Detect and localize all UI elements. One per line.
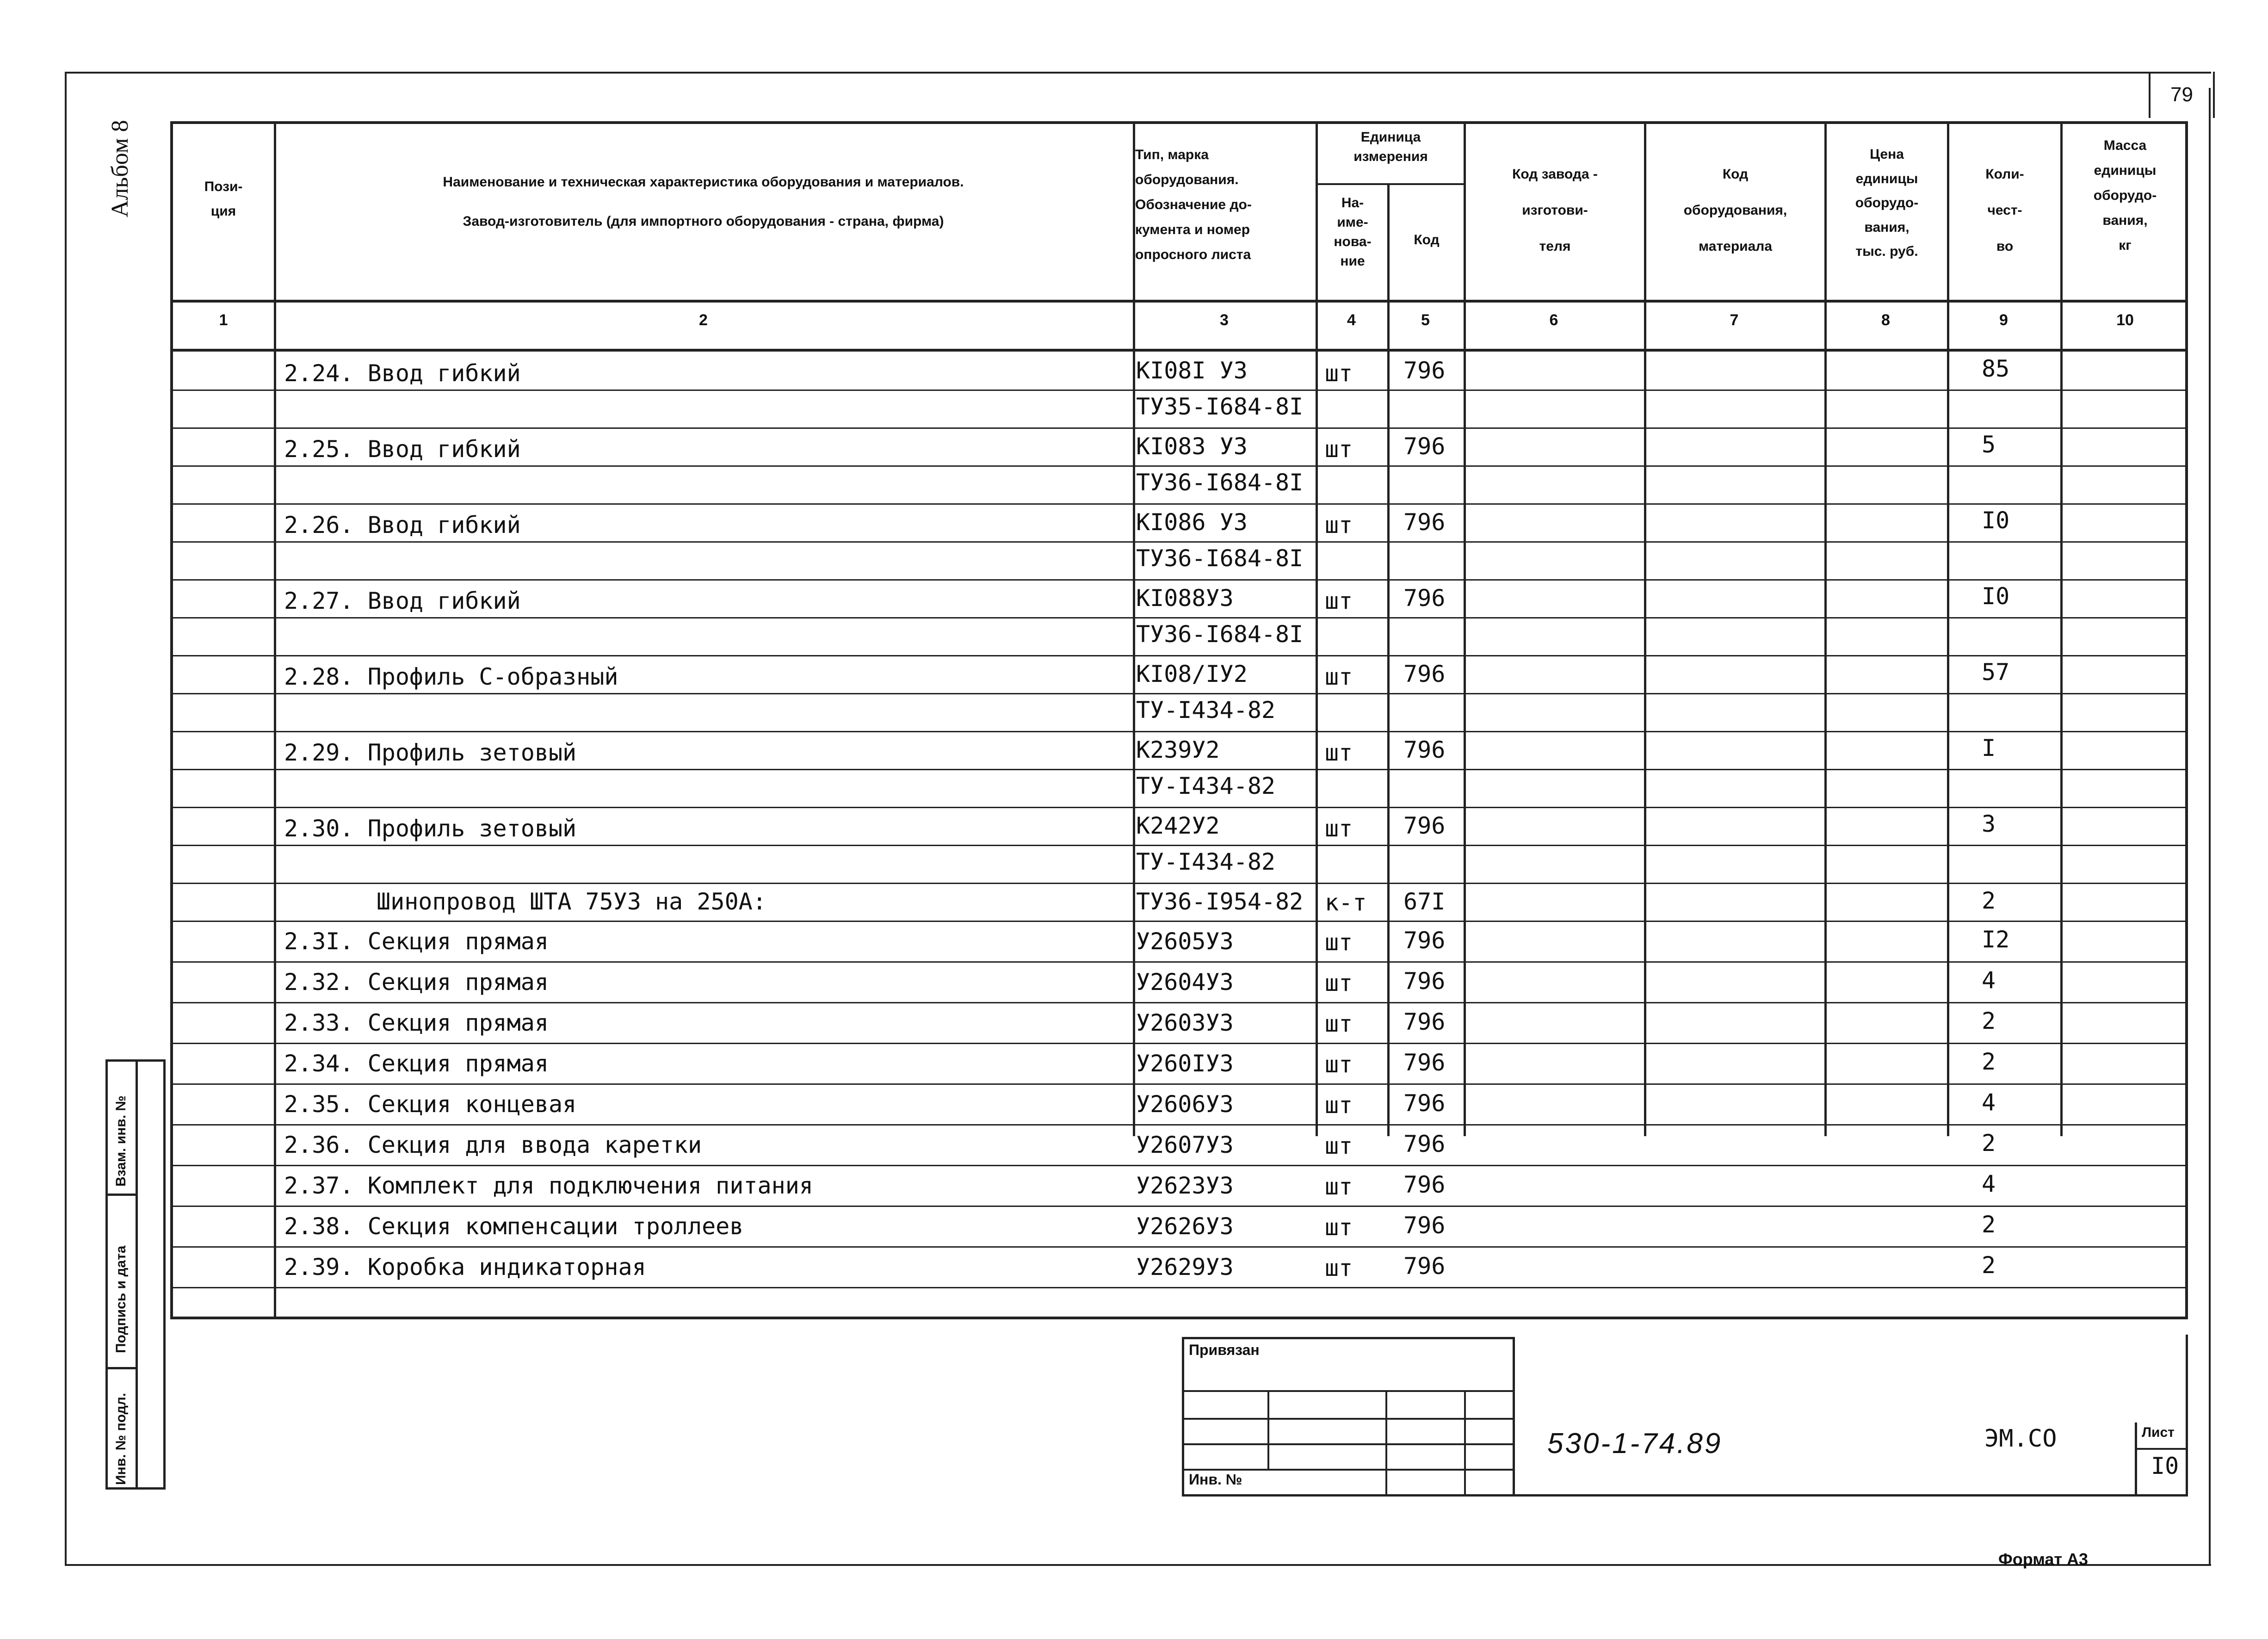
item-unit-code: 796 xyxy=(1403,509,1446,536)
item-name: 2.37. Комплект для подключения питания xyxy=(284,1172,813,1199)
item-quantity: 2 xyxy=(1982,1008,1996,1034)
item-type: КI086 УЗ xyxy=(1136,509,1248,536)
item-type: У2604УЗ xyxy=(1136,969,1234,996)
item-document: ТУ-I434-82 xyxy=(1136,697,1276,724)
item-unit-code: 796 xyxy=(1403,968,1446,995)
item-name: 2.25. Ввод гибкий xyxy=(284,436,521,463)
item-unit: шт xyxy=(1325,1051,1353,1078)
item-document: ТУ36-I684-8I xyxy=(1136,545,1304,572)
item-unit-code: 796 xyxy=(1403,357,1446,384)
item-quantity: 4 xyxy=(1982,1089,1996,1116)
item-unit-code: 796 xyxy=(1403,927,1446,954)
row-rule xyxy=(173,1165,2185,1166)
header-type: Тип, марка оборудования. Обозначение до- кумента и номер опросного листа xyxy=(1135,147,1252,262)
spec-table xyxy=(170,121,2188,1319)
item-unit-code: 796 xyxy=(1403,1131,1446,1157)
col-number-3: 3 xyxy=(1220,311,1229,329)
header-unit: Единица измерения xyxy=(1353,130,1428,164)
item-unit: шт xyxy=(1325,1010,1353,1037)
busbar-unit-code: 67I xyxy=(1403,888,1446,915)
row-rule xyxy=(173,1246,2185,1248)
row-rule xyxy=(173,883,2185,884)
item-name: 2.33. Секция прямая xyxy=(284,1009,549,1036)
item-unit-code: 796 xyxy=(1403,1253,1446,1280)
busbar-name: Шинопровод ШТА 75УЗ на 250А: xyxy=(377,888,766,915)
row-rule xyxy=(173,390,2185,391)
row-rule xyxy=(173,541,2185,543)
item-name: 2.30. Профиль зетовый xyxy=(284,815,577,842)
row-rule xyxy=(173,1002,2185,1003)
item-type: КI083 УЗ xyxy=(1136,433,1248,460)
item-quantity: 2 xyxy=(1982,1252,1996,1279)
row-rule xyxy=(173,1206,2185,1207)
inv-no-label: Инв. № xyxy=(1189,1471,1242,1488)
header-quantity: Коли- чест- во xyxy=(1985,167,2024,254)
row-rule xyxy=(173,1043,2185,1044)
item-type: У2629УЗ xyxy=(1136,1254,1234,1280)
item-quantity: I2 xyxy=(1982,926,2010,953)
row-rule xyxy=(173,427,2185,429)
sheet-number: 79 xyxy=(2149,72,2215,118)
row-rule xyxy=(173,769,2185,770)
header-mass: Масса единицы оборудо- вания, кг xyxy=(2093,138,2157,253)
item-quantity: 57 xyxy=(1982,659,2010,686)
row-rule xyxy=(173,693,2185,694)
item-document: ТУ-I434-82 xyxy=(1136,848,1276,875)
frame-right-line xyxy=(2209,88,2211,1566)
item-type: У2605УЗ xyxy=(1136,928,1234,955)
item-unit: шт xyxy=(1325,970,1353,996)
side-label-sign-date: Подпись и дата xyxy=(113,1245,129,1353)
header-position: Пози- ция xyxy=(204,179,243,219)
item-document: ТУ-I434-82 xyxy=(1136,773,1276,799)
header-unit-name: На- име- нова- ние xyxy=(1334,195,1372,269)
item-unit: шт xyxy=(1325,588,1353,614)
item-name: 2.26. Ввод гибкий xyxy=(284,512,521,538)
item-unit: шт xyxy=(1325,929,1353,956)
item-type: У260IУЗ xyxy=(1136,1050,1234,1077)
item-unit-code: 796 xyxy=(1403,1008,1446,1035)
side-label-inv-orig: Инв. № подл. xyxy=(113,1392,129,1485)
header-plant-code: Код завода - изготови- теля xyxy=(1512,167,1598,254)
item-type: КI08I УЗ xyxy=(1136,357,1248,384)
item-unit-code: 796 xyxy=(1403,1090,1446,1117)
item-name: 2.34. Секция прямая xyxy=(284,1050,549,1077)
item-type: У2626УЗ xyxy=(1136,1213,1234,1240)
item-unit: шт xyxy=(1325,739,1353,766)
item-type: К239У2 xyxy=(1136,736,1220,763)
busbar-unit: к-т xyxy=(1325,889,1367,916)
item-unit-code: 796 xyxy=(1403,661,1446,687)
item-unit-code: 796 xyxy=(1403,1171,1446,1198)
header-price: Цена единицы оборудо- вания, тыс. руб. xyxy=(1855,147,1919,259)
item-name: 2.38. Секция компенсации троллеев xyxy=(284,1213,744,1240)
row-rule xyxy=(173,617,2185,618)
item-name: 2.28. Профиль С-образный xyxy=(284,663,618,690)
item-type: КI08/IУ2 xyxy=(1136,661,1248,687)
item-unit-code: 796 xyxy=(1403,736,1446,763)
row-rule xyxy=(173,845,2185,846)
item-name: 2.3I. Секция прямая xyxy=(284,928,549,955)
item-quantity: I0 xyxy=(1982,583,2010,610)
row-rule xyxy=(173,1083,2185,1085)
header-name-line2: Завод-изготовитель (для импортного оборудования - страна, фирма) xyxy=(463,214,944,229)
item-unit: шт xyxy=(1325,815,1353,842)
item-unit: шт xyxy=(1325,360,1353,387)
item-document: ТУ36-I684-8I xyxy=(1136,621,1304,648)
col-number-4: 4 xyxy=(1347,311,1356,329)
item-document: ТУ35-I684-8I xyxy=(1136,393,1304,420)
item-quantity: 85 xyxy=(1982,355,2010,382)
row-rule xyxy=(173,655,2185,656)
busbar-quantity: 2 xyxy=(1982,887,1996,914)
item-quantity: 2 xyxy=(1982,1048,1996,1075)
item-quantity: I xyxy=(1982,735,1996,761)
album-label: Альбом 8 xyxy=(107,120,133,217)
item-type: К242У2 xyxy=(1136,812,1220,839)
col-number-1: 1 xyxy=(219,311,228,329)
document-mark: ЭМ.СО xyxy=(1984,1425,2057,1453)
item-quantity: 3 xyxy=(1982,810,1996,837)
item-type: У2603УЗ xyxy=(1136,1009,1234,1036)
item-unit: шт xyxy=(1325,1132,1353,1159)
item-unit: шт xyxy=(1325,1092,1353,1119)
busbar-type: ТУ36-I954-82 xyxy=(1136,888,1304,915)
row-rule xyxy=(173,921,2185,922)
item-type: КI088УЗ xyxy=(1136,585,1234,612)
item-type: У2607УЗ xyxy=(1136,1132,1234,1158)
col-number-5: 5 xyxy=(1421,311,1430,329)
item-unit-code: 796 xyxy=(1403,1049,1446,1076)
attached-label: Привязан xyxy=(1189,1342,1260,1358)
item-unit-code: 796 xyxy=(1403,812,1446,839)
row-rule xyxy=(173,1287,2185,1288)
col-number-8: 8 xyxy=(1881,311,1890,329)
col-number-7: 7 xyxy=(1730,311,1739,329)
item-name: 2.27. Ввод гибкий xyxy=(284,588,521,614)
item-name: 2.39. Коробка индикаторная xyxy=(284,1254,646,1280)
item-quantity: 4 xyxy=(1982,1170,1996,1197)
item-unit: шт xyxy=(1325,512,1353,538)
item-unit: шт xyxy=(1325,1214,1353,1241)
document-code: 530-1-74.89 xyxy=(1547,1428,1723,1460)
item-unit: шт xyxy=(1325,1173,1353,1200)
col-number-2: 2 xyxy=(699,311,708,329)
item-unit: шт xyxy=(1325,436,1353,463)
item-unit-code: 796 xyxy=(1403,1212,1446,1239)
item-quantity: 4 xyxy=(1982,967,1996,994)
item-quantity: I0 xyxy=(1982,507,2010,534)
item-type: У2623УЗ xyxy=(1136,1172,1234,1199)
row-rule xyxy=(173,961,2185,963)
header-equipment-code: Код оборудования, материала xyxy=(1683,167,1787,254)
item-name: 2.36. Секция для ввода каретки xyxy=(284,1132,702,1158)
item-unit: шт xyxy=(1325,663,1353,690)
item-name: 2.32. Секция прямая xyxy=(284,969,549,996)
col-number-9: 9 xyxy=(1999,311,2008,329)
row-rule xyxy=(173,731,2185,732)
item-name: 2.24. Ввод гибкий xyxy=(284,360,521,387)
side-stamp xyxy=(105,1059,166,1490)
item-quantity: 2 xyxy=(1982,1130,1996,1157)
item-unit: шт xyxy=(1325,1255,1353,1281)
row-rule xyxy=(173,1124,2185,1126)
col-number-10: 10 xyxy=(2116,311,2134,329)
item-type: У2606УЗ xyxy=(1136,1091,1234,1118)
sheet-label: Лист xyxy=(2142,1425,2175,1440)
item-document: ТУ36-I684-8I xyxy=(1136,469,1304,496)
row-rule xyxy=(173,503,2185,505)
item-quantity: 2 xyxy=(1982,1211,1996,1238)
header-name-line1: Наименование и техническая характеристика оборудования и материалов. xyxy=(443,174,964,190)
sheet-value: I0 xyxy=(2151,1453,2179,1479)
row-rule xyxy=(173,807,2185,808)
item-unit-code: 796 xyxy=(1403,585,1446,612)
item-name: 2.35. Секция концевая xyxy=(284,1091,577,1118)
col-number-6: 6 xyxy=(1549,311,1558,329)
item-quantity: 5 xyxy=(1982,431,1996,458)
item-name: 2.29. Профиль зетовый xyxy=(284,739,577,766)
item-unit-code: 796 xyxy=(1403,433,1446,460)
row-rule xyxy=(173,465,2185,467)
header-unit-code: Код xyxy=(1414,232,1440,247)
side-label-replaced-inv: Взам. инв. № xyxy=(113,1095,129,1187)
row-rule xyxy=(173,579,2185,581)
format-label: Формат А3 xyxy=(1998,1550,2089,1569)
